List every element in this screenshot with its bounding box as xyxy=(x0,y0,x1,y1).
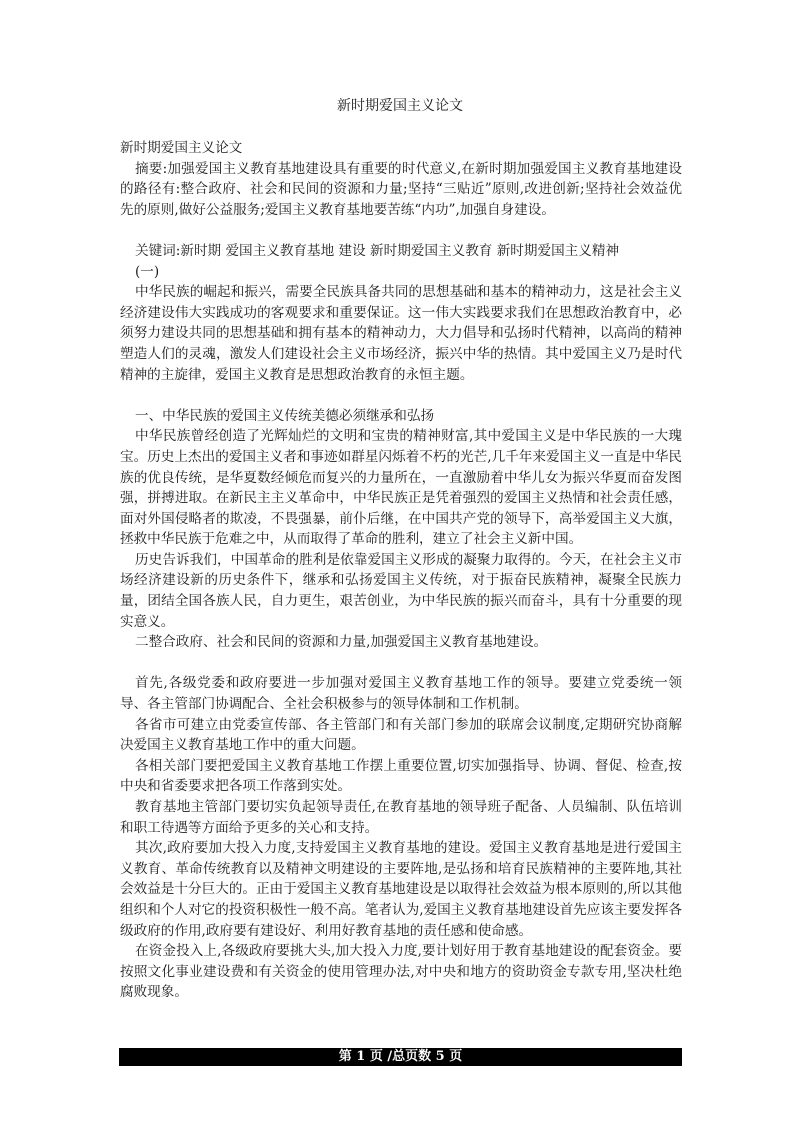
heading-line: 新时期爱国主义论文 xyxy=(120,140,243,156)
section-marker: (一) xyxy=(135,263,160,280)
body-paragraph: 中华民族曾经创造了光辉灿烂的文明和宝贵的精神财富,其中爱国主义是中华民族的一大瑰宝。历史上杰出的爱国主义者和事迹如群星闪烁着不朽的光芒,几千年来爱国主义一直是中华民族的优良传统，是华夏数经倾危而复兴的力量所在，一直激励着中华儿女为振兴华夏而奋发图强，拼搏进取。在新民主主义革命中，中华民族正是凭着强烈的爱国主义热情和社会责任感，面对外国侵略者的欺凌，不畏强暴，前仆后继，在中国共产党的领导下，高举爱国主义大旗，拯救中华民族于危难之中，从而取得了革命的胜利，建立了社会主义新中国。 xyxy=(120,428,682,548)
body-paragraph: 首先,各级党委和政府要进一步加强对爱国主义教育基地工作的领导。要建立党委统一领导、各主管部门协调配合、全社会积极参与的领导体制和工作机制。 xyxy=(120,675,682,713)
keywords-line: 关键词:新时期 爱国主义教育基地 建设 新时期爱国主义教育 新时期爱国主义精神 xyxy=(135,242,620,259)
section-heading: 一、中华民族的爱国主义传统美德必须继承和弘扬 xyxy=(135,407,435,424)
body-paragraph: 其次,政府要加大投入力度,支持爱国主义教育基地的建设。爱国主义教育基地是进行爱国主义教育、革命传统教育以及精神文明建设的主要阵地,是弘扬和培育民族精神的主要阵地,其社会效益是十分巨大的。正由于爱国主义教育基地建设是以取得社会效益为根本原则的,所以其他组织和个人对它的投资积极性一般不高。笔者认为,爱国主义教育基地建设首先应该主要发挥各级政府的作用,政府要有建设好、利用好教育基地的责任感和使命感。 xyxy=(120,840,682,939)
document-body xyxy=(120,138,682,1003)
abstract-paragraph: 摘要:加强爱国主义教育基地建设具有重要的时代意义,在新时期加强爱国主义教育基地建设的路径有:整合政府、社会和民间的资源和力量;坚持“三贴近”原则,改进创新;坚持社会效益优先的原则,做好公益服务;爱国主义教育基地要苦练“内功”,加强自身建设。 xyxy=(120,160,682,218)
section-heading: 二整合政府、社会和民间的资源和力量,加强爱国主义教育基地建设。 xyxy=(135,634,548,651)
body-paragraph: 各省市可建立由党委宣传部、各主管部门和有关部门参加的联席会议制度,定期研究协商解决爱国主义教育基地工作中的重大问题。 xyxy=(120,716,682,754)
page-title: 新时期爱国主义论文 xyxy=(337,98,463,114)
body-paragraph: 中华民族的崛起和振兴，需要全民族具备共同的思想基础和基本的精神动力，这是社会主义经济建设伟大实践成功的客观要求和重要保证。这一伟大实践要求我们在思想政治教育中，必须努力建设共同的思想基础和拥有基本的精神动力，大力倡导和弘扬时代精神，以高尚的精神塑造人们的灵魂，激发人们建设社会主义市场经济，振兴中华的热情。其中爱国主义乃是时代精神的主旋律，爱国主义教育是思想政治教育的永恒主题。 xyxy=(120,284,682,383)
body-paragraph: 在资金投入上,各级政府要挑大头,加大投入力度,要计划好用于教育基地建设的配套资金。要按照文化事业建设费和有关资金的使用管理办法,对中央和地方的资助资金专款专用,坚决杜绝腐败现象。 xyxy=(120,943,682,1001)
page-footer: 第 1 页 /总页数 5 页 xyxy=(119,1048,682,1066)
body-paragraph: 历史告诉我们，中国革命的胜利是依靠爱国主义形成的凝聚力取得的。今天，在社会主义市场经济建设新的历史条件下，继承和弘扬爱国主义传统，对于振奋民族精神，凝聚全民族力量，团结全国各族人民，自力更生，艰苦创业，为中华民族的振兴而奋斗，具有十分重要的现实意义。 xyxy=(120,551,682,630)
body-paragraph: 各相关部门要把爱国主义教育基地工作摆上重要位置,切实加强指导、协调、督促、检查,按中央和省委要求把各项工作落到实处。 xyxy=(120,757,682,795)
body-paragraph: 教育基地主管部门要切实负起领导责任,在教育基地的领导班子配备、人员编制、队伍培训和职工待遇等方面给予更多的关心和支持。 xyxy=(120,799,682,836)
